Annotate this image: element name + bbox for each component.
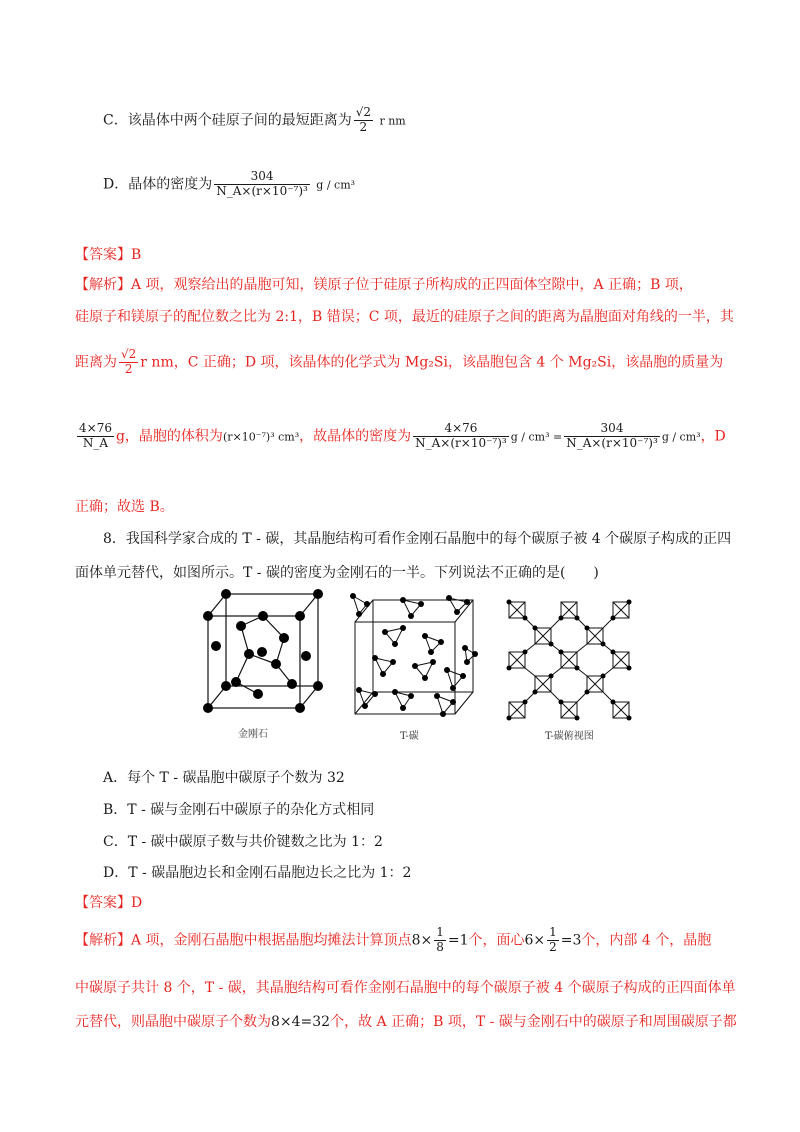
analysis-1-line-1: 【解析】A 项，观察给出的晶胞可知，镁原子位于硅原子所构成的正四面体空隙中，A 正确；B 项，	[75, 277, 693, 293]
option-d-prev	[103, 170, 355, 199]
analysis-2-line-2: 中碳原子共计 8 个，T - 碳，其晶胞结构可看作金刚石晶胞中的每个碳原子被 4 个碳原子构成的正四面体单	[75, 980, 736, 996]
option-8-c: C．T - 碳中碳原子数与共价键数之比为 1：2	[103, 834, 383, 850]
t-carbon-top-view-figure	[505, 598, 633, 722]
option-c-fraction: $\frac{√2}{2}$	[355, 105, 371, 134]
t-carbon-cell-figure	[345, 592, 480, 722]
option-d-text: D．晶体的密度为	[103, 176, 213, 193]
density-fraction-2: $\frac{304}{\text{N\_A×(r×10⁻⁷)³}}$	[566, 421, 658, 450]
caption-t-carbon-top-view: T-碳俯视图	[545, 731, 594, 742]
analysis-2-line-1: 【解析】A 项，金刚石晶胞中根据晶胞均摊法计算顶点8× $\frac{1}{8}$ =1个，面心6× $\frac{1}{2}$ =3个，内部 4 个，晶胞	[75, 925, 712, 954]
mass-fraction: $\frac{4\times 76}{N\_A}$	[79, 421, 112, 450]
vertex-fraction: $\frac{1}{8}$	[436, 925, 444, 954]
analysis-1-line-4: $\frac{4\times 76}{N\_A}$ g，晶胞的体积为(r×10⁻⁷)³ cm³，故晶体的密度为 $\frac{4\times 76}{\text{N\_A×(r×10⁻⁷)³}}$ g / cm³ = $\frac{304}{\text{N\_A×(r×10⁻⁷)³}}$ g / cm³，D	[79, 421, 726, 450]
option-c-text: C．该晶体中两个硅原子间的最短距离为	[103, 112, 352, 129]
answer-2: 【答案】D	[75, 895, 143, 911]
option-8-a: A．每个 T - 碳晶胞中碳原子个数为 32	[103, 770, 345, 786]
caption-t-carbon: T-碳	[400, 731, 419, 742]
analysis-1-line-3: 距离为 $\frac{√2}{2}$ r nm，C 正确；D 项，该晶体的化学式为 Mg₂Si，该晶胞包含 4 个 Mg₂Si，该晶胞的质量为	[75, 347, 724, 376]
analysis-2-line-3: 元替代，则晶胞中碳原子个数为8×4=32个，故 A 正确；B 项，T - 碳与金刚石中的碳原子和周围碳原子都	[75, 1014, 737, 1030]
question-8-line-1: 8．我国科学家合成的 T - 碳，其晶胞结构可看作金刚石晶胞中的每个碳原子被 4 个碳原子构成的正四	[103, 531, 732, 547]
option-c-prev	[103, 106, 406, 135]
option-d-fraction: $\frac{304}{\text{N\_A×(r×10⁻⁷)³}}$	[216, 169, 308, 198]
face-fraction: $\frac{1}{2}$	[549, 925, 557, 954]
question-8-line-2: 面体单元替代，如图所示。T - 碳的密度为金刚石的一半。下列说法不正确的是( )	[75, 565, 599, 581]
option-d-unit: g / cm³	[316, 178, 356, 192]
analysis-1-fraction: $\frac{√2}{2}$	[121, 347, 137, 376]
diamond-cell-figure	[196, 588, 326, 716]
option-8-d: D．T - 碳晶胞边长和金刚石晶胞边长之比为 1：2	[103, 865, 412, 881]
volume-expr: (r×10⁻⁷)³ cm³	[222, 430, 300, 444]
answer-1: 【答案】B	[75, 247, 142, 263]
analysis-1-line-2: 硅原子和镁原子的配位数之比为 2:1，B 错误；C 项，最近的硅原子之间的距离为晶胞面对角线的一半，其	[75, 309, 734, 325]
caption-diamond: 金刚石	[238, 729, 268, 740]
option-8-b: B．T - 碳与金刚石中碳原子的杂化方式相同	[103, 802, 375, 818]
density-fraction-1: $\frac{4\times 76}{\text{N\_A×(r×10⁻⁷)³}}$	[415, 421, 507, 450]
analysis-1-line-5: 正确；故选 B。	[75, 499, 174, 515]
option-c-unit: r nm	[379, 114, 406, 128]
